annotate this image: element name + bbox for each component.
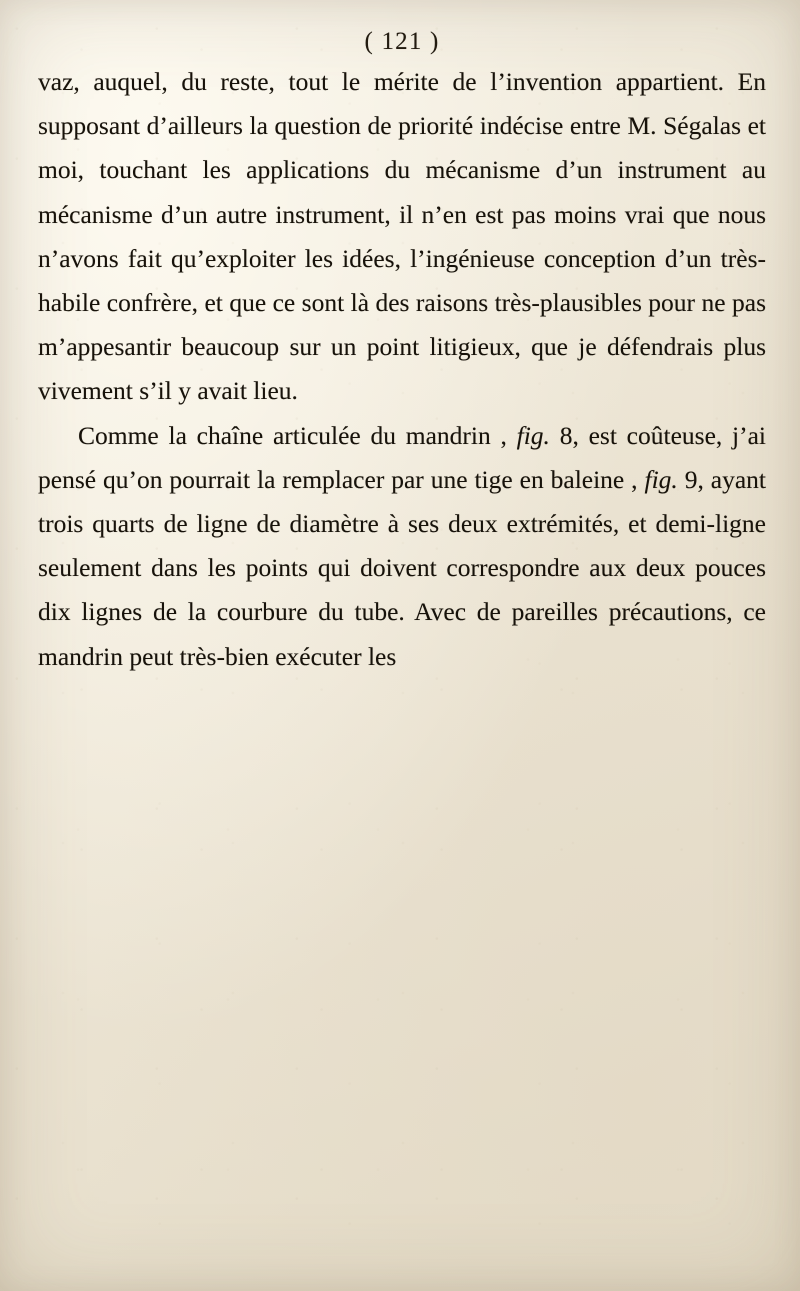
paragraph-2-segment-1: Comme la chaîne articulée du mandrin , [78,420,517,450]
figure-reference-8-label: fig. [516,420,550,450]
body-text [38,60,766,679]
page-number: ( 121 ) [364,28,440,55]
figure-reference-9-label: fig. [644,464,678,494]
paragraph-2-segment-3: 9, ayant trois quarts de ligne de diamètre à ses deux extrémités, et demi-ligne seulement dans les points qui doivent correspondre aux deux pouces dix lignes de la courbure du tube. Avec de pareilles précautions, ce mandrin peut très-bien exécuter les [38,464,766,671]
paragraph-2 [38,414,766,679]
text-column [38,28,766,679]
paragraph-2-segment-2: 8, est coûteuse, j’ai pensé qu’on pourrait la remplacer par une tige en baleine , [38,420,766,494]
paragraph-1: vaz, auquel, du reste, tout le mérite de l’invention appartient. En supposant d’ailleurs la question de priorité indécise entre M. Ségalas et moi, touchant les applications du mécanisme d’un instrument au mécanisme d’un autre instrument, il n’en est pas moins vrai que nous n’avons fait qu’exploiter les idées, l’ingénieuse conception d’un très-habile confrère, et que ce sont là des raisons très-plausibles pour ne pas m’appesantir beaucoup sur un point litigieux, que je défendrais plus vivement s’il y avait lieu. [38,67,766,406]
